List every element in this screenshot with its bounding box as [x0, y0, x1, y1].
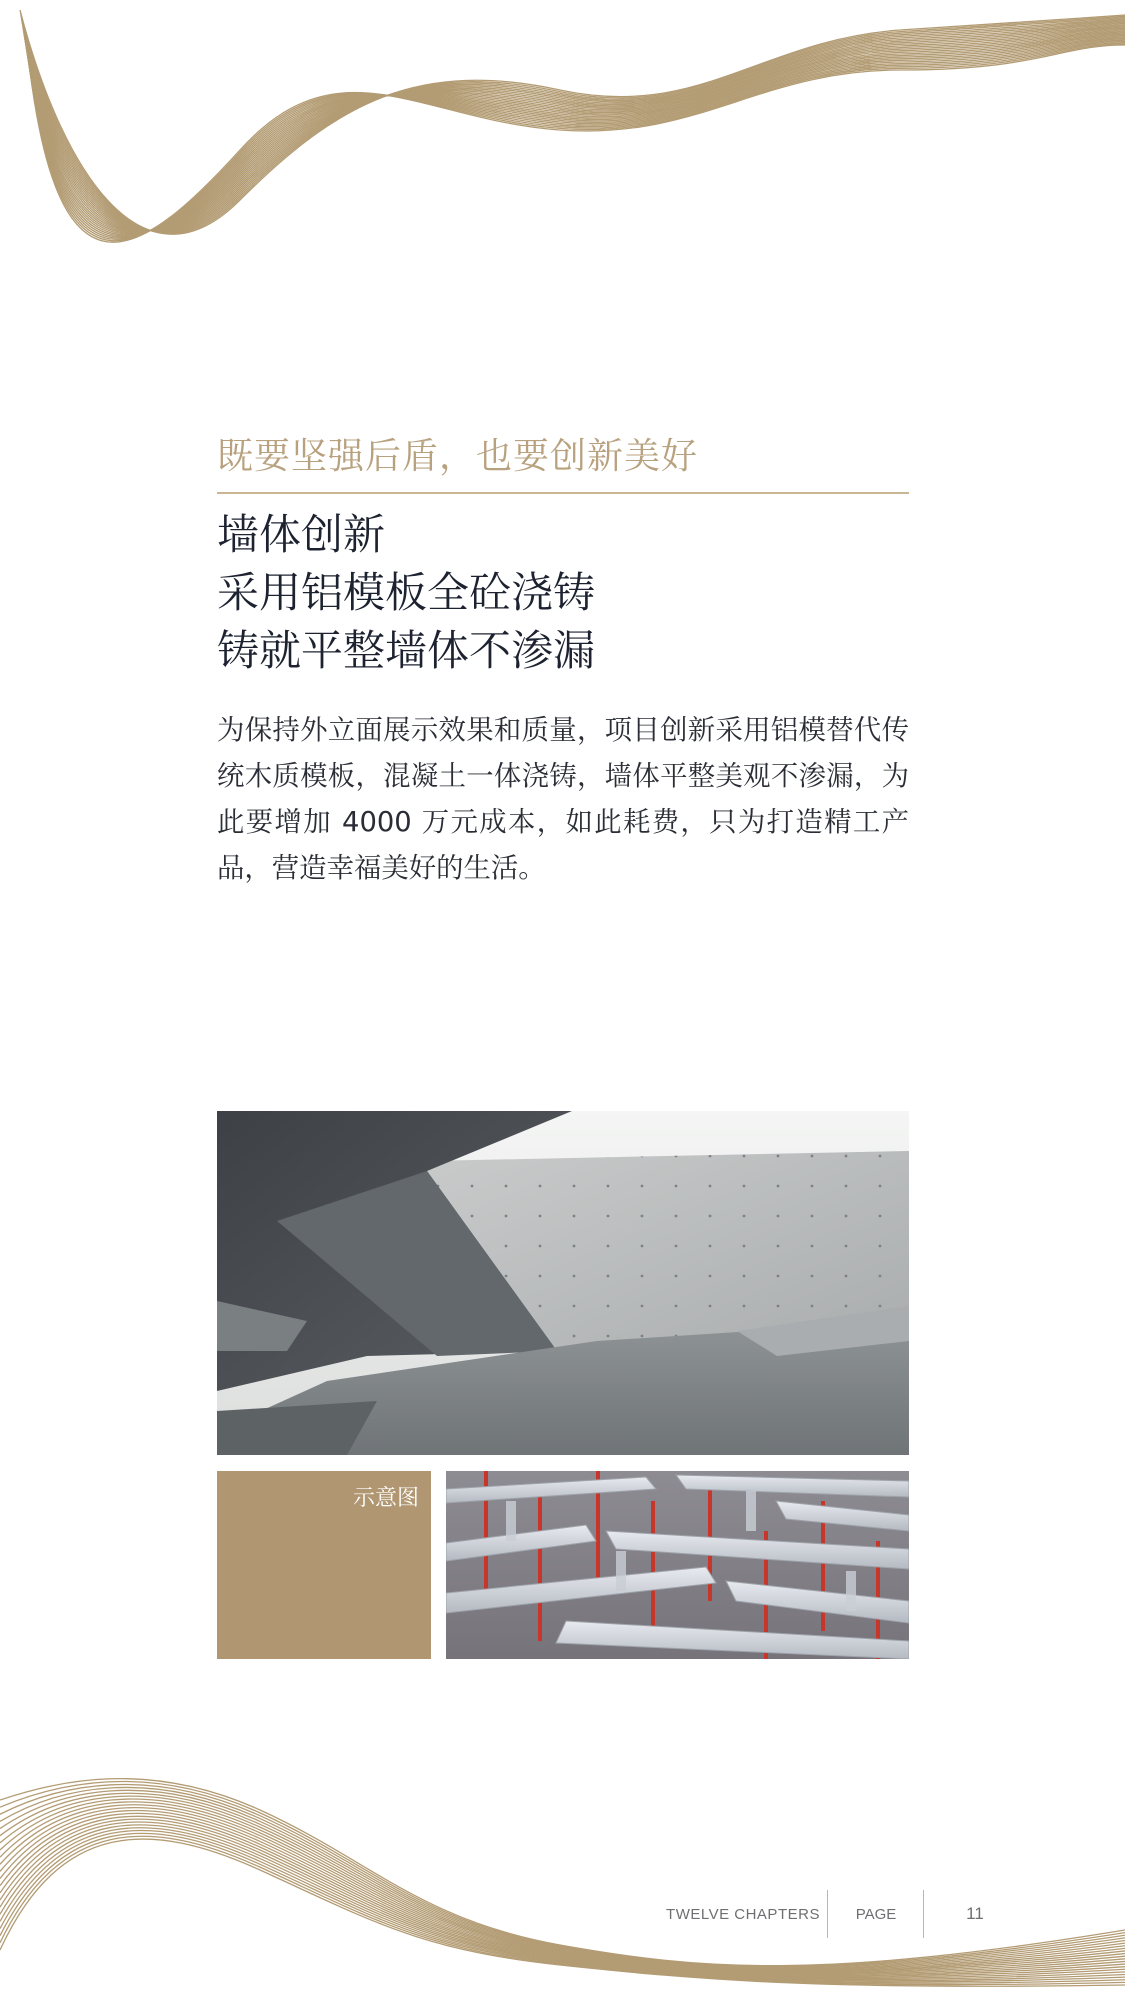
- wave-line: [0, 1790, 1125, 1969]
- wave-line: [0, 1833, 1125, 1983]
- wave-line: [0, 1825, 1125, 1980]
- top-wave-lines-decoration: [0, 0, 1125, 300]
- wave-line: [0, 1802, 1125, 1972]
- footer-page-number: 11: [966, 1904, 984, 1923]
- footer-page-label: PAGE: [855, 1905, 897, 1923]
- wave-line: [22, 20, 1125, 232]
- subtitle-divider: [217, 492, 909, 494]
- wave-line: [27, 35, 1125, 233]
- wave-line: [25, 29, 1125, 230]
- wave-line: [29, 41, 1125, 238]
- wave-line: [0, 1799, 1125, 1971]
- wave-line: [0, 1805, 1125, 1973]
- wave-line: [0, 1782, 1125, 1967]
- wave-line: [0, 1839, 1125, 1986]
- wave-line: [21, 17, 1125, 232]
- wave-line: [0, 1813, 1125, 1975]
- illustration-caption: 示意图: [352, 1486, 419, 1511]
- wave-line: [20, 12, 1125, 233]
- wave-line: [0, 1836, 1125, 1985]
- headline-line-2: 采用铝模板全砼浇铸: [217, 568, 596, 617]
- footer-chapter-label: TWELVE CHAPTERS: [666, 1905, 820, 1923]
- wave-line: [0, 1831, 1125, 1983]
- aluminum-formwork-photo: [446, 1471, 909, 1659]
- concrete-architecture-photo: [217, 1111, 909, 1455]
- wave-line: [0, 1796, 1125, 1970]
- wave-line: [0, 1816, 1125, 1976]
- section-headline: [217, 506, 909, 680]
- footer-divider-1: [827, 1890, 828, 1938]
- section-subtitle: 既要坚强后盾，也要创新美好: [217, 436, 699, 477]
- wave-line: [23, 25, 1125, 231]
- wave-line: [0, 1808, 1125, 1974]
- wave-line: [26, 34, 1125, 232]
- wave-line: [0, 1822, 1125, 1979]
- wave-line: [25, 31, 1125, 231]
- wave-line: [26, 32, 1125, 232]
- wave-line: [24, 26, 1125, 231]
- wave-line: [28, 40, 1125, 237]
- wave-line: [27, 37, 1125, 234]
- footer-divider-2: [923, 1890, 924, 1938]
- wave-line: [30, 45, 1125, 242]
- wave-line: [21, 15, 1125, 233]
- wave-line: [23, 23, 1125, 230]
- wave-line: [0, 1793, 1125, 1969]
- wave-line: [30, 44, 1125, 241]
- wave-line: [22, 22, 1125, 231]
- headline-line-3: 铸就平整墙体不渗漏: [217, 626, 596, 675]
- wave-line: [26, 33, 1125, 232]
- wave-line: [28, 39, 1125, 236]
- headline-line-1: 墙体创新: [217, 510, 386, 559]
- wave-line: [29, 43, 1125, 240]
- wave-line: [0, 1828, 1125, 1981]
- wave-line: [0, 1785, 1125, 1968]
- wave-line: [0, 1787, 1125, 1968]
- wave-line: [24, 27, 1125, 230]
- wave-line: [24, 28, 1125, 230]
- wave-line: [0, 1779, 1125, 1966]
- wave-line: [0, 1811, 1125, 1975]
- wave-line: [0, 1819, 1125, 1978]
- body-paragraph: 为保持外立面展示效果和质量，项目创新采用铝模替代传统木质模板，混凝土一体浇铸，墙体平整美观不渗漏，为此要增加 4000 万元成本，如此耗费，只为打造精工产品，营造幸福美好的生活。: [217, 715, 909, 884]
- wave-line: [28, 38, 1125, 235]
- wave-line: [22, 21, 1125, 231]
- wave-line: [20, 10, 1125, 234]
- bottom-wave-lines-decoration: [0, 1770, 1125, 2000]
- caption-color-block: [217, 1471, 431, 1659]
